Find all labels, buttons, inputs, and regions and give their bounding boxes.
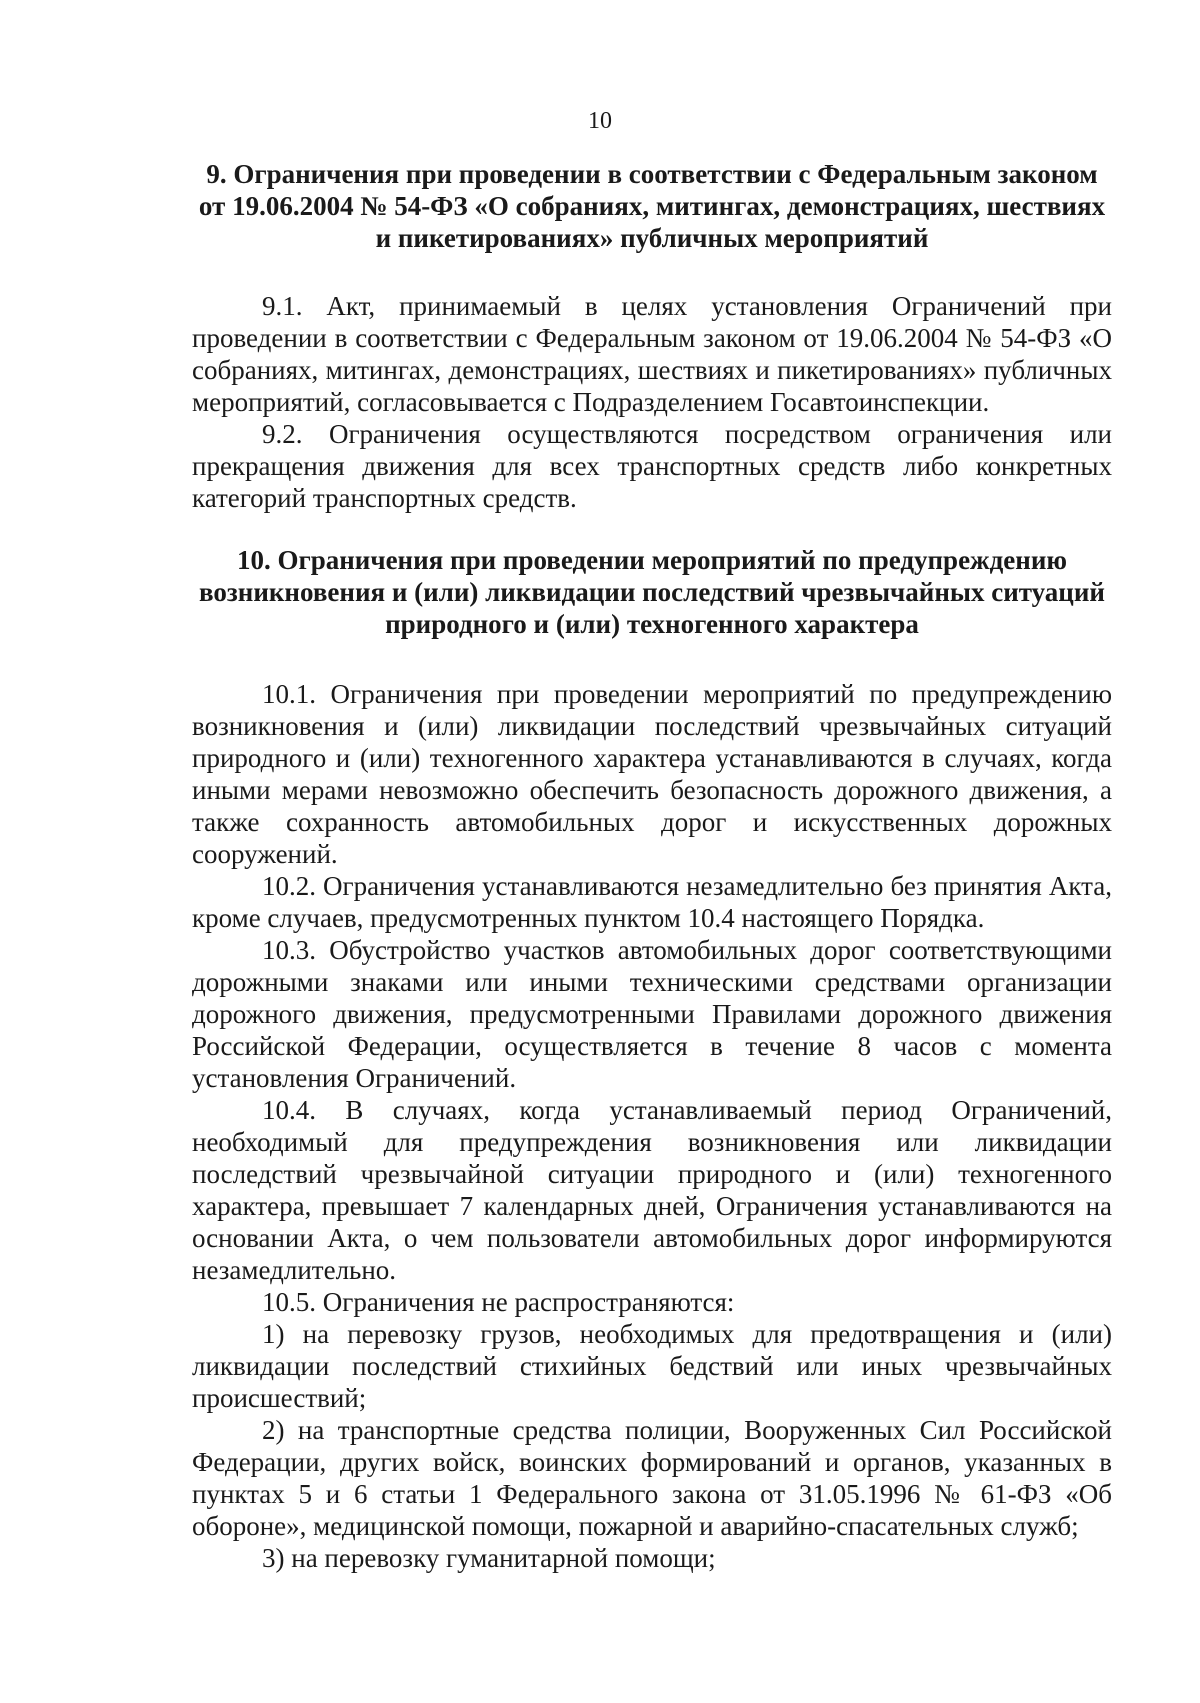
paragraph-10-1: 10.1. Ограничения при проведении мероприятий по предупреждению возникновения и (или) ликвидации последствий чрезвычайных ситуаций природного и (или) техногенного характера устанавливаются в случаях, когда иными мерами невозможно обеспечить безопасность дорожного движения, а также сохранность автомобильных дорог и искусственных дорожных сооружений. [192,679,1112,869]
list-item-1: 1) на перевозку грузов, необходимых для предотвращения и (или) ликвидации последствий стихийных бедствий или иных чрезвычайных происшествий; [192,1319,1112,1413]
paragraph-10-4: 10.4. В случаях, когда устанавливаемый период Ограничений, необходимый для предупреждения возникновения или ликвидации последствий чрезвычайной ситуации природного и (или) техногенного характера, превышает 7 календарных дней, Ограничения устанавливаются на основании Акта, о чем пользователи автомобильных дорог информируются незамедлительно. [192,1095,1112,1285]
document-body [192,158,1112,1574]
paragraph-10-3: 10.3. Обустройство участков автомобильных дорог соответствующими дорожными знаками или иными техническими средствами организации дорожного движения, предусмотренными Правилами дорожного движения Российской Федерации, осуществляется в течение 8 часов с момента установления Ограничений. [192,935,1112,1093]
paragraph-10-2: 10.2. Ограничения устанавливаются незамедлительно без принятия Акта, кроме случаев, предусмотренных пунктом 10.4 настоящего Порядка. [192,871,1112,933]
paragraph-9-1: 9.1. Акт, принимаемый в целях установления Ограничений при проведении в соответствии с Федеральным законом от 19.06.2004 № 54-ФЗ «О собраниях, митингах, демонстрациях, шествиях и пикетированиях» публичных мероприятий, согласовывается с Подразделением Госавтоинспекции. [192,291,1112,417]
list-item-3: 3) на перевозку гуманитарной помощи; [262,1543,716,1573]
section-9-heading: 9. Ограничения при проведении в соответствии с Федеральным законом от 19.06.2004 № 54-ФЗ «О собраниях, митингах, демонстрациях, шествиях и пикетированиях» публичных мероприятий [198,159,1106,253]
list-item-2: 2) на транспортные средства полиции, Вооруженных Сил Российской Федерации, других войск, воинских формирований и органов, указанных в пунктах 5 и 6 статьи 1 Федерального закона от 31.05.1996 № 61-ФЗ «Об обороне», медицинской помощи, пожарной и аварийно-спасательных служб; [192,1415,1112,1541]
paragraph-10-5: 10.5. Ограничения не распространяются: [262,1287,735,1317]
paragraph-9-2: 9.2. Ограничения осуществляются посредством ограничения или прекращения движения для всех транспортных средств либо конкретных категорий транспортных средств. [192,419,1112,513]
section-10-heading: 10. Ограничения при проведении мероприятий по предупреждению возникновения и (или) ликвидации последствий чрезвычайных ситуаций природного и (или) техногенного характера [199,545,1105,639]
page-number: 10 [588,108,612,134]
